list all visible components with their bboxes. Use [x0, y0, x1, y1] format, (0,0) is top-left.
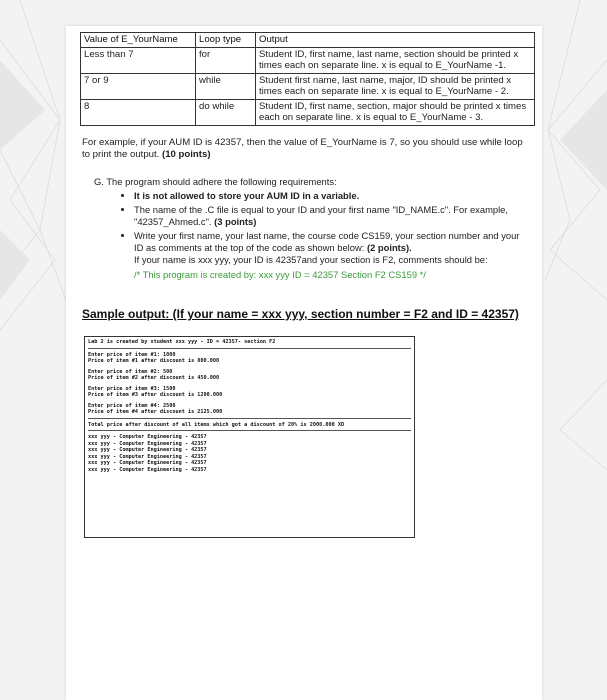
example-text: For example, if your AUM ID is 42357, then the value of E_YourName is 7, so you should use while loop to print the output.	[82, 137, 523, 160]
list-item-text: The name of the .C file is equal to your ID and your first name "ID_NAME.c". For example, "42357_Ahmed.c".	[134, 204, 508, 227]
header-value: Value of E_YourName	[81, 33, 196, 48]
console-line: xxx yyy - Computer Engineering - 42357	[88, 434, 207, 440]
cell-value: 7 or 9	[81, 73, 196, 99]
header-loop-type: Loop type	[196, 33, 256, 48]
divider	[88, 430, 411, 431]
cell-output: Student ID, first name, section, major should be printed x times each on separate line. x is equal to E_YourName - 3.	[256, 99, 535, 125]
divider	[88, 418, 411, 419]
cell-output: Student ID, first name, last name, section should be printed x times each on separate line. x is equal to E_YourName -1.	[256, 47, 535, 73]
list-item-points: (3 points)	[214, 216, 257, 227]
console-line: Price of item #4 after discount is 2125.000	[88, 409, 223, 415]
table-row	[81, 73, 535, 99]
console-line: Enter price of item #1: 1000	[88, 351, 176, 358]
console-line: Enter price of item #4: 2500	[88, 402, 176, 409]
list-item	[134, 230, 524, 266]
requirements-heading: G. The program should adhere the following requirements:	[94, 176, 337, 187]
list-item: • It is not allowed to store your AUM ID in a variable.	[134, 190, 524, 202]
sample-output-title: Sample output: (If your name = xxx yyy, section number = F2 and ID = 42357)	[82, 307, 519, 321]
console-line: xxx yyy - Computer Engineering - 42357	[88, 460, 207, 466]
console-line: Price of item #1 after discount is 800.000	[88, 358, 220, 364]
example-points: (10 points)	[162, 149, 211, 160]
cell-value: Less than 7	[81, 47, 196, 73]
example-paragraph	[82, 137, 527, 161]
cell-loop: while	[196, 73, 256, 99]
console-line: xxx yyy - Computer Engineering - 42357	[88, 466, 207, 473]
divider	[88, 348, 411, 349]
document-page	[66, 26, 542, 700]
console-total: Total price after discount of all items which got a discount of 20% is 2000.000 XD	[88, 421, 345, 428]
console-line: xxx yyy - Computer Engineering - 42357	[88, 453, 207, 460]
console-output	[84, 336, 415, 538]
console-line: Enter price of item #2: 500	[88, 368, 173, 375]
list-item-extra: If your name is xxx yyy, your ID is 42357and your section is F2, comments should be:	[134, 254, 488, 265]
list-item-text: Write your first name, your last name, the course code CS159, your section number and your ID as comments at the top of the code as shown below:	[134, 230, 520, 253]
console-header: Lab 2 is created by student xxx yyy - ID = 42357- section F2	[88, 339, 276, 345]
console-line: Enter price of item #3: 1500	[88, 385, 176, 392]
cell-loop: do while	[196, 99, 256, 125]
cell-loop: for	[196, 47, 256, 73]
requirements-section	[94, 176, 524, 281]
header-output: Output	[256, 33, 535, 48]
table-row	[81, 99, 535, 125]
cell-output: Student first name, last name, major, ID should be printed x times each on separate line. x is equal to E_YourName - 2.	[256, 73, 535, 99]
console-line: Price of item #2 after discount is 450.000	[88, 375, 220, 381]
code-comment-example: /* This program is created by: xxx yyy ID = 42357 Section F2 CS159 */	[134, 269, 426, 280]
table-row	[81, 47, 535, 73]
cell-value: 8	[81, 99, 196, 125]
console-line: xxx yyy - Computer Engineering - 42357	[88, 440, 207, 447]
list-item-points: (2 points).	[366, 242, 412, 253]
table-header-row	[81, 33, 535, 48]
loop-requirements-table	[80, 32, 535, 126]
requirements-list	[94, 190, 524, 266]
list-item	[134, 204, 524, 228]
console-line: Price of item #3 after discount is 1200.000	[88, 392, 223, 398]
console-line: xxx yyy - Computer Engineering - 42357	[88, 447, 207, 453]
